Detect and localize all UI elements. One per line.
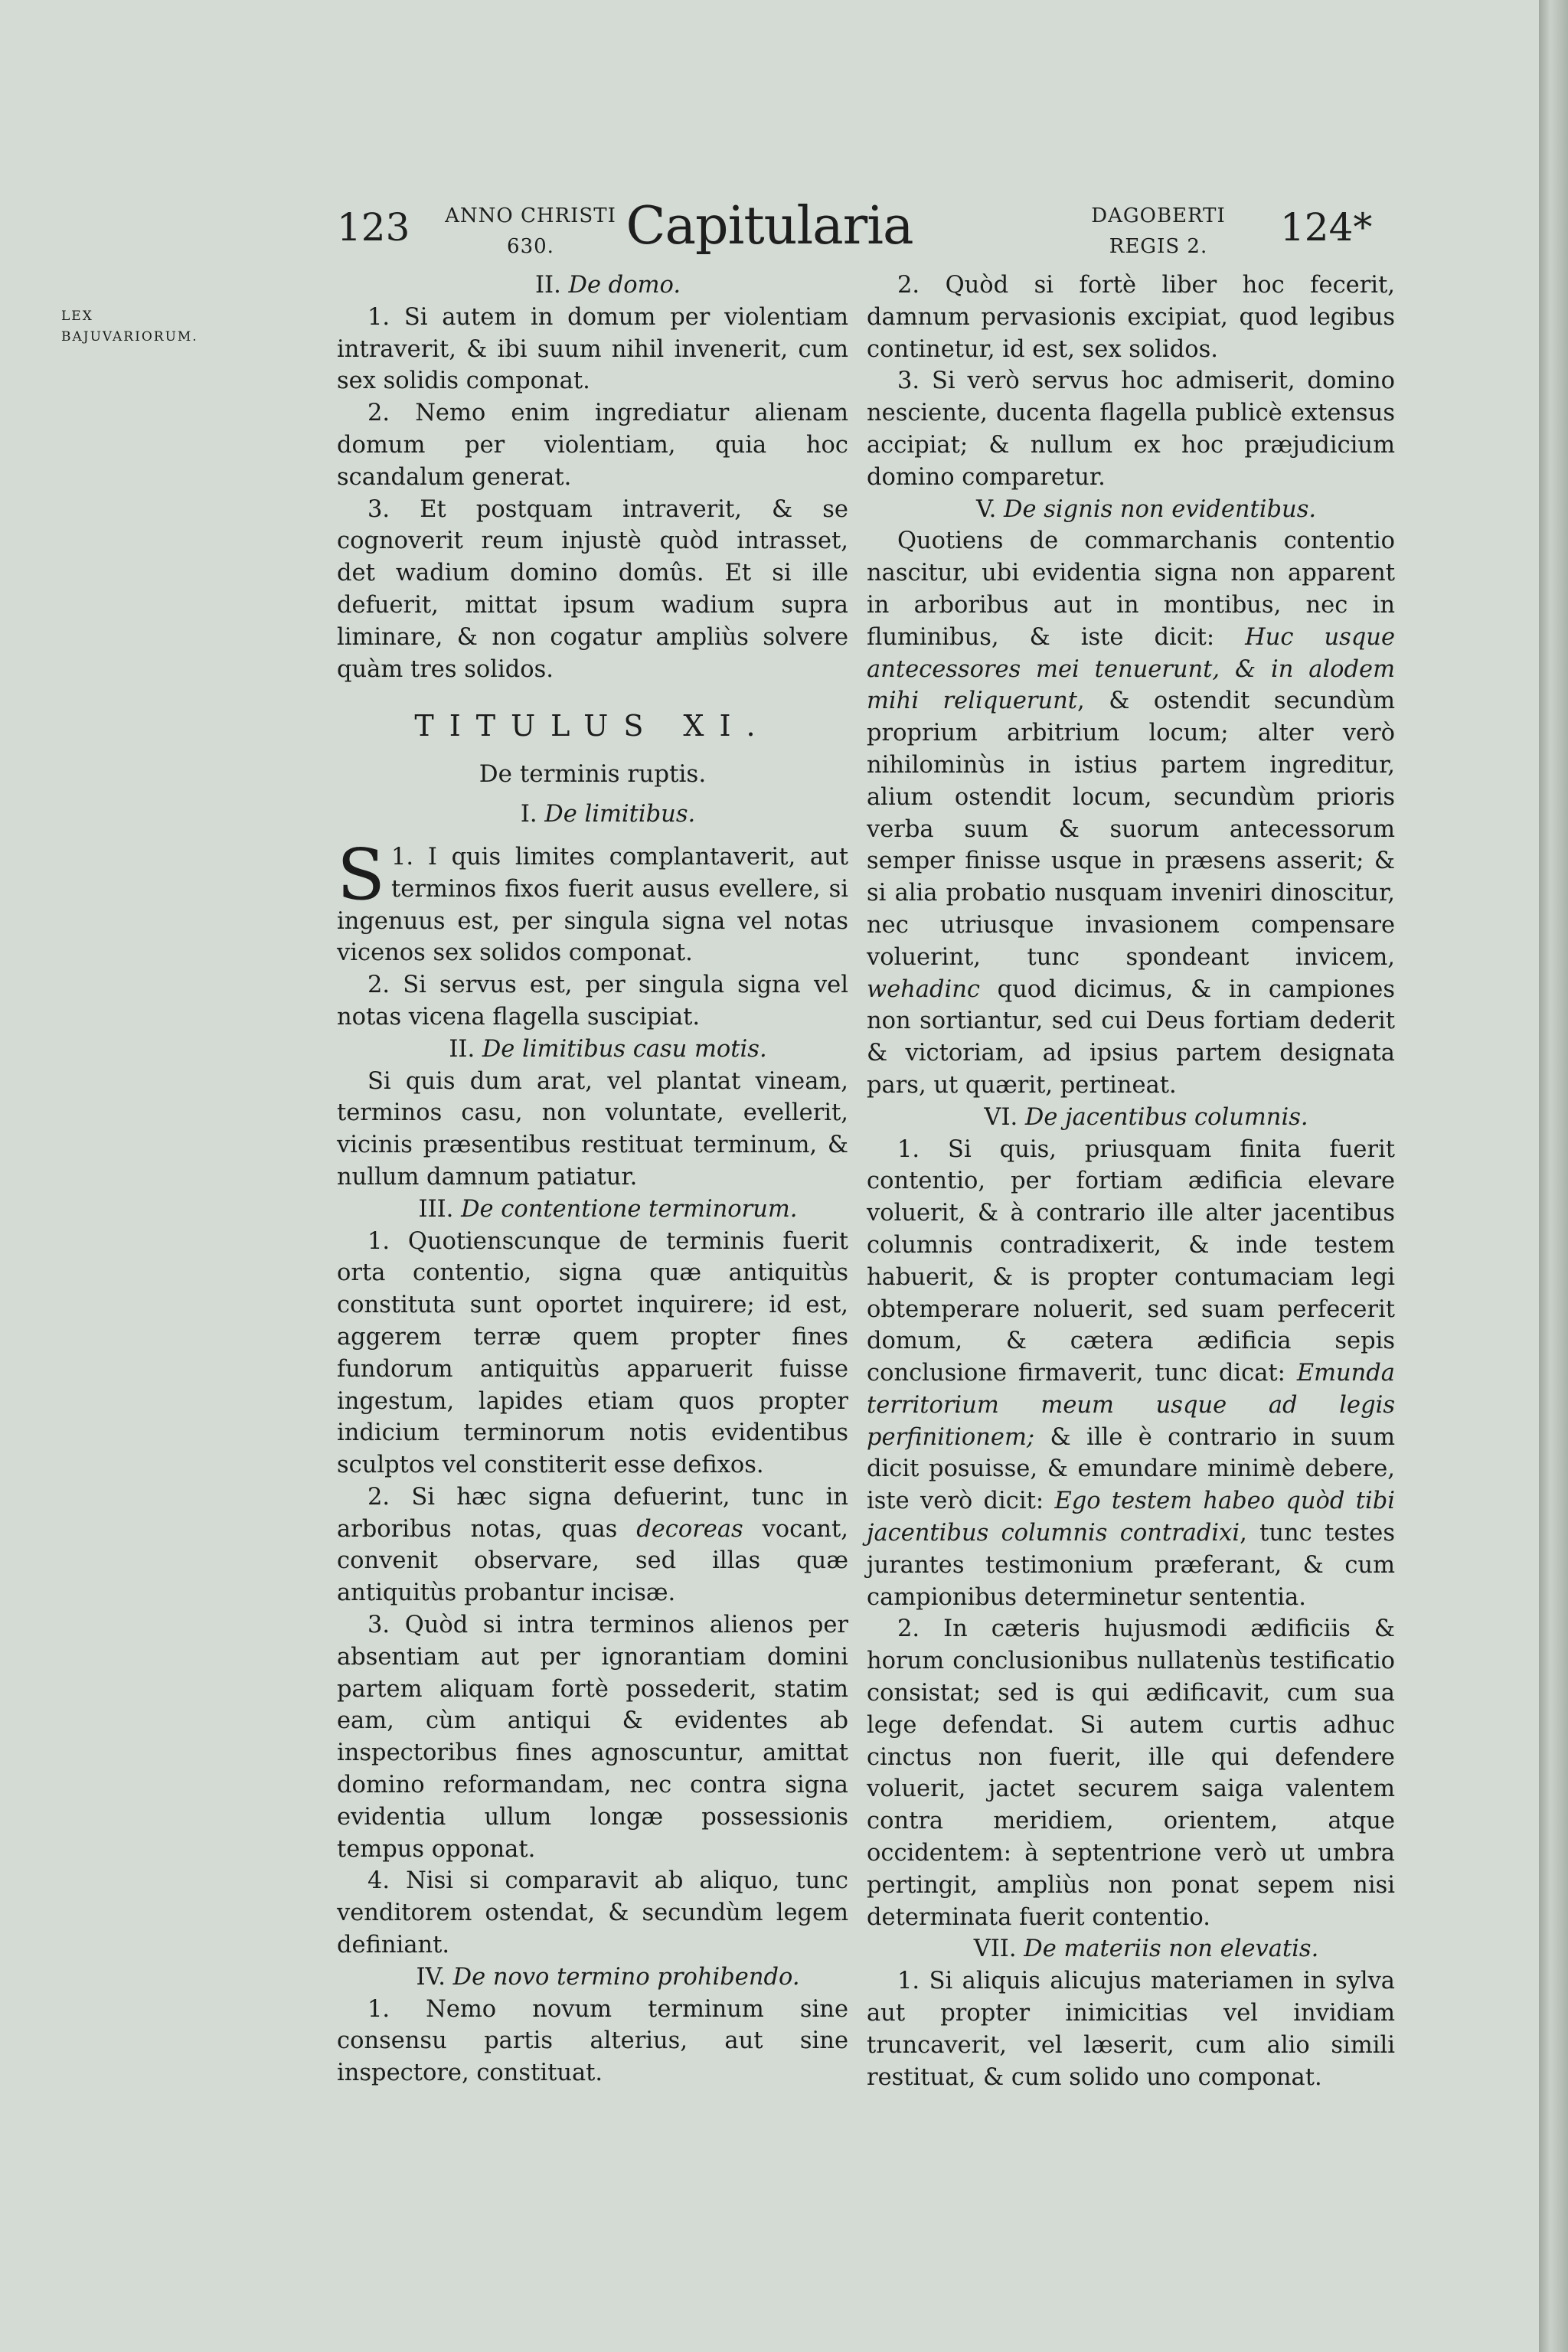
italic-quote: Huc usque antecessores mei tenuerunt, & in alodem mihi reliquerunt	[867, 623, 1395, 715]
paragraph: 2. Nemo enim ingrediatur alienam domum per violentiam, quia hoc scandalum generat.	[337, 400, 848, 491]
paragraph: 3. Et postquam intraverit, & se cognoverit reum injustè quòd intrasset, det wadium domino domûs. Et si ille defuerit, mittat ipsum wadium supra liminare, & non cogatur ampliùs solvere quàm tres solidos.	[337, 495, 848, 683]
paragraph: 1. Nemo novum terminum sine consensu partis alterius, aut sine inspectore, constituat.	[337, 1995, 848, 2087]
section-title: De jacentibus columnis.	[1024, 1103, 1308, 1131]
reign-line-1: DAGOBERTI	[1091, 204, 1226, 227]
paragraph: 2. In cæteris hujusmodi ædificiis & horum conclusionibus nullatenùs testificatio consistat; sed is qui ædificavit, cum sua lege defendat. Si autem curtis adhuc cinctus non fuerit, ille qui defendere voluerit, jactet securem saiga valentem contra meridiem, orientem, atque occidentem: à septentrione verò ut umbra pertingit, ampliùs non ponat sepem nisi determinata fuerit contentio.	[867, 1615, 1395, 1931]
page-title: Capitularia	[626, 196, 913, 256]
page-number-right: 124*	[1280, 205, 1373, 250]
paragraph-number: 1.	[391, 843, 414, 871]
section-heading	[337, 270, 848, 302]
paragraph-text: vocant, convenit observare, sed illas quæ antiquitùs probantur incisæ.	[337, 1515, 849, 1607]
section-number: V.	[975, 495, 997, 523]
paragraph: 3. Quòd si intra terminos alienos per absentiam aut per ignorantiam domini partem aliquam fortè possederit, statim eam, cùm antiqui & evidentes ab inspectoribus fines agnoscuntur, amittat domino reformandam, nec contra signa evidentia ullum longæ possessionis tempus opponat.	[337, 1612, 848, 1863]
section-title: De contentione terminorum.	[461, 1195, 798, 1223]
section-number: III.	[418, 1195, 454, 1223]
section-heading	[867, 1933, 1395, 1965]
section-title: De signis non evidentibus.	[1004, 495, 1317, 523]
page-number-left: 123	[337, 205, 410, 250]
section-heading	[337, 1034, 848, 1066]
paragraph-text: , tunc testes jurantes testimonium præferant, & cum campionibus determinetur sententia.	[867, 1520, 1395, 1611]
paragraph	[337, 1481, 848, 1609]
section-heading	[337, 1194, 848, 1226]
paragraph: 1. Si aliquis alicujus materiamen in sylva aut propter inimicitias vel invidiam truncaverit, vel læserit, cum alio simili restituat, & cum solido uno componat.	[867, 1968, 1395, 2091]
section-title: De limitibus casu motis.	[482, 1035, 767, 1063]
anno-line-2: 630.	[507, 235, 554, 258]
italic-term: wehadinc	[867, 975, 980, 1003]
section-number: VII.	[973, 1936, 1017, 1963]
section-heading	[337, 799, 848, 831]
section-number: II.	[534, 272, 561, 299]
paragraph-text: 2. Si hæc signa defuerint, tunc in arboribus notas, quas	[337, 1483, 848, 1543]
anno-line-1: ANNO CHRISTI	[445, 204, 616, 227]
paragraph: 1. Si autem in domum per violentiam intraverit, & ibi suum nihil invenerit, cum sex solidis componat.	[337, 303, 848, 395]
reign-heading	[1063, 201, 1254, 262]
section-number: I.	[520, 801, 537, 828]
paragraph-text: quod dicimus, & in campiones non sortiantur, sed cui Deus fortiam dederit & victoriam, ad ipsius partem designata pars, ut quærit, pertineat.	[867, 975, 1395, 1099]
italic-quote: Ego testem habeo quòd tibi jacentibus columnis contradixi	[867, 1488, 1396, 1547]
section-title: De limitibus.	[544, 801, 696, 828]
paragraph: 2. Quòd si fortè liber hoc fecerit, damnum pervasionis excipiat, quod legibus continetur, id est, sex solidos.	[867, 272, 1395, 363]
drop-cap: S	[337, 833, 386, 916]
section-number: VI.	[984, 1103, 1018, 1131]
paragraph	[867, 525, 1395, 1101]
section-number: IV.	[416, 1963, 446, 1991]
page-edge	[1539, 0, 1568, 2352]
paragraph-text: & ille è contrario in suum dicit posuisse, & emundare minimè debere, iste verò dicit:	[867, 1423, 1395, 1515]
paragraph: 1. Quotienscunque de terminis fuerit orta contentio, signa quæ antiquitùs constituta sunt oportet inquirere; id est, aggerem terræ quem propter fines fundorum antiquitùs apparuerit fuisse ingestum, lapides etiam quos propter indicium terminorum notis evidentibus sculptos vel constiterit esse defixos.	[337, 1227, 848, 1479]
section-heading	[337, 1962, 848, 1994]
margin-note: LEX BAJUVARIORUM.	[61, 309, 198, 345]
paragraph: 4. Nisi si comparavit ab aliquo, tunc venditorem ostendat, & secundùm legem definiant.	[337, 1867, 848, 1959]
section-title: De materiis non elevatis.	[1024, 1936, 1319, 1963]
section-heading	[867, 494, 1395, 526]
section-heading	[867, 1102, 1395, 1134]
titulus-subtitle: De terminis ruptis.	[479, 760, 707, 789]
left-column	[337, 270, 848, 2089]
paragraph	[337, 833, 849, 969]
titulus-heading: TITULUS XI.	[414, 709, 771, 743]
section-title: De domo.	[568, 272, 681, 299]
section-title: De novo termino prohibendo.	[452, 1963, 800, 1991]
reign-line-2: REGIS 2.	[1109, 235, 1208, 258]
paragraph	[867, 1134, 1395, 1614]
italic-quote: Emunda territorium meum usque ad legis perfinitionem;	[867, 1360, 1395, 1451]
paragraph-text: Quotiens de commarchanis contentio nascitur, ubi evidentia signa non apparent in arboribus aut in montibus, nec in fluminibus, & iste dicit:	[867, 528, 1395, 651]
paragraph-text: I quis limites complantaverit, aut terminos fixos fuerit ausus evellere, si ingenuus est, per singula signa vel notas vicenos sex solidos componat.	[337, 843, 849, 967]
paragraph: Si quis dum arat, vel plantat vineam, terminos casu, non voluntate, evellerit, vicinis præsentibus restituat terminum, & nullum damnum patiatur.	[337, 1067, 848, 1191]
paragraph: 3. Si verò servus hoc admiserit, domino nesciente, ducenta flagella publicè extensus accipiat; & nullum ex hoc præjudicium domino comparetur.	[867, 368, 1395, 491]
paragraph-text: 1. Si quis, priusquam finita fuerit contentio, per fortiam ædificia elevare voluerit, & à contrario ille alter jacentibus columnis contradixerit, & inde testem habuerit, & is propter contumaciam legi obtemperare noluerit, sed suam perfecerit domum, & cætera ædificia sepis conclusione firmaverit, tunc dicat:	[867, 1135, 1395, 1387]
italic-term: decoreas	[636, 1515, 743, 1543]
paragraph: 2. Si servus est, per singula signa vel notas vicena flagella suscipiat.	[337, 972, 848, 1031]
section-number: II.	[449, 1035, 475, 1063]
right-column	[867, 270, 1395, 2093]
paragraph-text: , & ostendit secundùm proprium arbitrium locum; alter verò nihilominùs in istius partem ingreditur, alium ostendit locum, secundùm prioris verba suum & suorum antecessorum semper finisse usque in præsens asserit; & si alia probatio nusquam inveniri dinoscitur, nec utriusque invasionem compensare voluerint, tunc spondeant invicem,	[867, 688, 1396, 971]
